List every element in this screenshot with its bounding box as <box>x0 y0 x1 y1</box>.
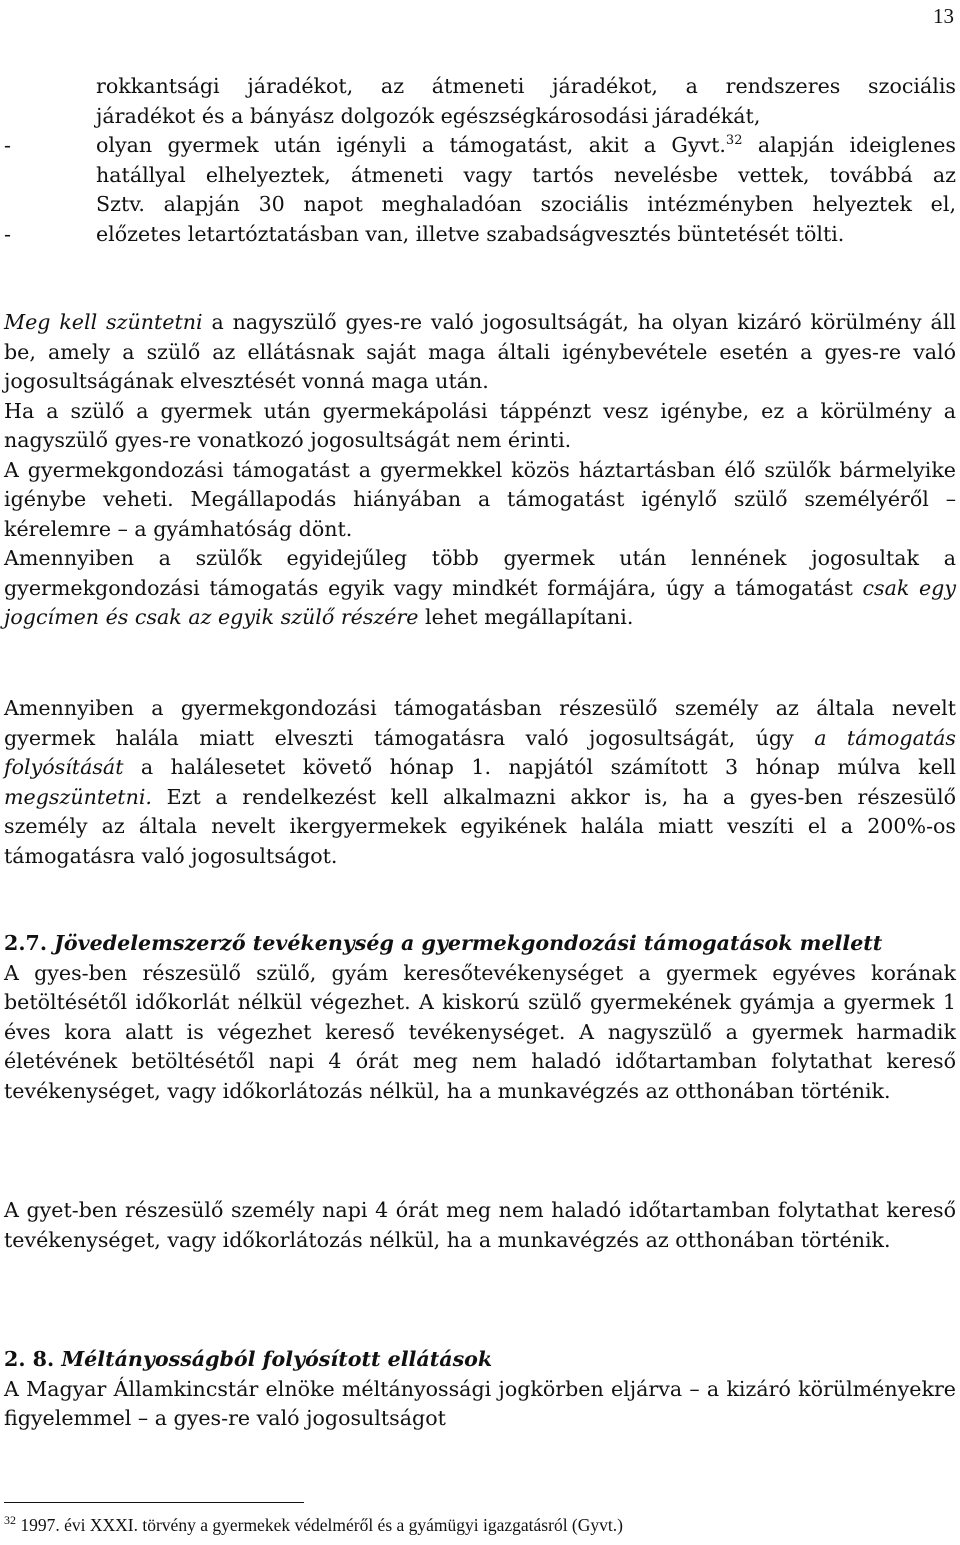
section-title: Méltányosságból folyósított ellátások <box>61 1347 493 1371</box>
list-item <box>4 131 956 161</box>
list-item <box>4 220 956 250</box>
paragraph-text: lehet megállapítani. <box>418 605 634 629</box>
paragraph: Ha a szülő a gyermek után gyermekápolási táppénzt vesz igénybe, ez a körülmény a nagyszülő gyes-re vonatkozó jogosultságát nem érinti. <box>4 398 956 452</box>
emphasis: Meg kell szüntetni <box>4 310 203 334</box>
list-dash: - <box>4 133 11 157</box>
page-number: 13 <box>933 4 954 28</box>
paragraph: A gyes-ben részesülő szülő, gyám keresőtevékenységet a gyermek egyéves korának betöltésétől időkorlát nélkül végezhet. A kiskorú szülő gyermekének gyámja a gyermek 1 éves kora alatt is végezhet kereső tevékenységet. A nagyszülő a gyermek harmadik életévének betöltésétől napi 4 órát meg nem haladó időtartamban folytathat kereső tevékenységet, vagy időkorlátozás nélkül, ha a munkavégzés az otthonában történik. <box>4 960 956 1103</box>
paragraph-text: Amennyiben a szülők egyidejűleg több gyermek után lennének jogosultak a gyermekgondozási támogatás egyik vagy mindkét formájára, úgy a támogatást <box>4 546 956 600</box>
section-number: 2.7. <box>4 931 47 955</box>
list-text: hatállyal elhelyeztek, átmeneti vagy tartós nevelésbe vettek, továbbá az <box>96 162 956 187</box>
list-text: járadékot és a bányász dolgozók egészségkárosodási járadékát, <box>96 103 761 128</box>
section-heading <box>4 929 956 959</box>
section-title: Jövedelemszerző tevékenység a gyermekgondozási támogatások mellett <box>54 931 883 955</box>
list-text: előzetes letartóztatásban van, illetve szabadságvesztés büntetését tölti. <box>96 221 845 246</box>
footnote-divider <box>4 1502 304 1503</box>
list-text-part: alapján ideiglenes <box>742 133 956 157</box>
footnote-text: 1997. évi XXXI. törvény a gyermekek védelméről és a gyámügyi igazgatásról (Gyvt.) <box>16 1515 623 1535</box>
list-continuation <box>4 72 956 249</box>
paragraph: A gyermekgondozási támogatást a gyermekkel közös háztartásban élő szülők bármelyike igénybe veheti. Megállapodás hiányában a támogatást igénylő szülő személyéről – kérelemre – a gyámhatóság dönt. <box>4 457 956 541</box>
paragraph-text: Amennyiben a gyermekgondozási támogatásban részesülő személy az általa nevelt gyermek halála miatt elveszti támogatásra való jogosultságát, úgy <box>4 696 956 750</box>
paragraph-text: a nagyszülő gyes-re való jogosultságát, ha olyan kizáró körülmény áll be, amely a szülő az ellátásnak saját maga általi igénybevétele esetén a gyes-re való jogosultságának elvesztését vonná maga után. <box>4 310 957 393</box>
section-2-8 <box>4 1345 956 1434</box>
emphasis: csak egy jogcímen és csak az egyik szülő részére <box>4 575 956 629</box>
list-text: Sztv. alapján 30 napot meghaladóan szociális intézményben helyeztek el, <box>96 192 956 216</box>
list-text: rokkantsági járadékot, az átmeneti járadékot, a rendszeres szociális <box>96 74 956 98</box>
list-dash: - <box>4 221 11 246</box>
paragraph <box>4 694 956 871</box>
paragraph: A Magyar Államkincstár elnöke méltányossági jogkörben eljárva – a kizáró körülményekre figyelemmel – a gyes-re való jogosultságot <box>4 1376 956 1430</box>
section-number: 2. 8. <box>4 1347 55 1371</box>
footnote-ref: 32 <box>725 133 743 149</box>
list-text-part: olyan gyermek után igényli a támogatást, akit a Gyvt. <box>96 133 726 157</box>
paragraph <box>4 544 956 633</box>
section-2-7 <box>4 929 956 1106</box>
section-heading <box>4 1345 956 1375</box>
emphasis: a támogatás folyósítását <box>4 725 956 779</box>
emphasis: megszüntetni. <box>4 784 152 809</box>
paragraph: A gyet-ben részesülő személy napi 4 órát meg nem haladó időtartamban folytathat kereső tevékenységet, vagy időkorlátozás nélkül, ha a munkavégzés az otthonában történik. <box>4 1198 956 1252</box>
paragraph-text: a halálesetet követő hónap 1. napjától számított 3 hónap múlva kell <box>123 755 956 779</box>
paragraph-group <box>4 308 956 633</box>
footnote-number: 32 <box>4 1513 16 1528</box>
list-text <box>96 131 956 161</box>
footnote <box>4 1515 623 1536</box>
paragraph-text: Ezt a rendelkezést kell alkalmazni akkor is, ha a gyes-ben részesülő személy az általa nevelt ikergyermekek egyikének halála miatt veszíti el a 200%-os támogatásra való jogosultságot. <box>4 784 956 868</box>
paragraph <box>4 308 956 397</box>
